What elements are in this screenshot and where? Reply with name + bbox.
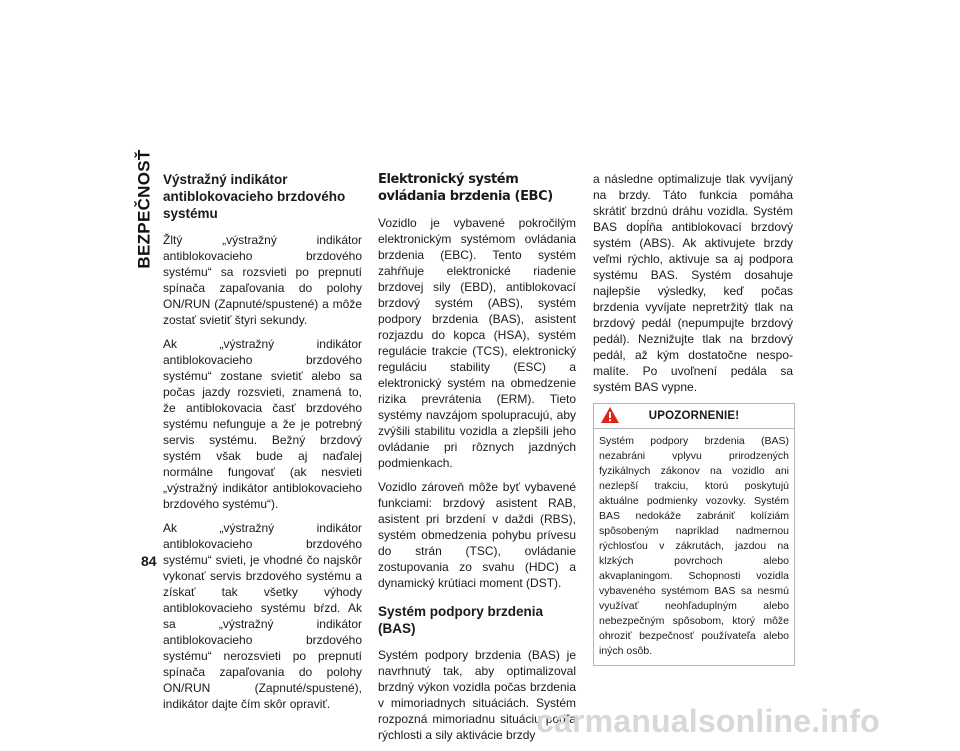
bas-heading: Systém podpory brzdenia (BAS)	[378, 604, 544, 636]
section-tab-label: BEZPEČNOSŤ	[135, 149, 154, 269]
warning-text: Systém podpory brzdenia (BAS) nezabráni vplyvu prirodzených fyzikálnych zákonov na vozidlo ani nezlepší trakciu, ktorú poskytujú aktuálne podmienky vozovky. Systém BAS nedokáže zabrániť kolíziám spôsobeným napríklad nadmernou rýchlosťou v zákrutách, jazdou na klzkých povrchoch alebo akvaplaningom. Schopnosti vozidla vybaveného systémom BAS sa nesmú využívať neohľaduplným alebo nebezpečným spôsobom, ktorý môže ohroziť bezpečnosť používateľa alebo iných osôb.	[594, 428, 794, 665]
column-2	[378, 171, 576, 751]
abs-warning-heading: Výstražný indikátor antiblokovacieho brzdového systému	[163, 172, 346, 221]
warning-title: UPOZORNENIE!	[648, 410, 740, 422]
column-1	[163, 171, 362, 720]
section-tab	[130, 148, 160, 270]
paragraph: Systém podpory brzdenia (BAS) je navrhnutý tak, aby optimalizoval brzdný výkon vozidla počas brzdenia v mimoriadnych situáciách. Systém rozpozná mimoriadnu situáciu podľa rýchlosti a sily aktivácie brzdy	[378, 648, 576, 742]
column-3	[593, 171, 793, 666]
paragraph: Ak „výstražný indikátor antiblokovacieho brzdového systému“ svieti, je vhodné čo najskôr vykonať servis brzdového systému a získať tak všetky výhody antiblokovacieho systému bŕzd. Ak sa „výstražný indikátor antiblokovacieho brzdového systému“ nerozsvieti po prepnutí spínača zapaľovania do polohy ON/RUN (Zapnuté/spustené), indikátor dajte čím skôr opraviť.	[163, 521, 362, 711]
paragraph: Ak „výstražný indikátor antiblokovacieho brzdového systému“ zostane svietiť alebo sa počas jazdy rozsvieti, znamená to, že antiblokovacia časť brzdového systému nefunguje a že je potrebný servis systému. Bežný brzdový systém však bude aj naďalej normálne fungovať (ak nesvieti „výstražný indikátor antiblokovacieho brzdového systému“).	[163, 337, 362, 511]
paragraph: a následne optimalizuje tlak vyvíjaný na brzdy. Táto funkcia pomáha skrátiť brzdnú dráhu vozidla. Systém BAS dopĺňa antiblokovací brzdový systém (ABS). Ak aktivujete brzdy veľmi rýchlo, aktivuje sa aj podpora systému BAS. Systém dosahuje najlepšie výsledky, keď počas brzdenia vyvíjate nepretržitý tlak na brzdový pedál (nepumpujte brzdový pedál). Neznižujte tlak na brzdový pedál, až kým dostatočne nespomalíte. Po uvoľnení pedála sa systém BAS vypne.	[593, 172, 793, 394]
paragraph: Vozidlo je vybavené pokročilým elektronickým systémom ovládania brzdenia (EBC). Tento systém zahŕňuje elektronické riadenie brzdovej sily (EBD), antiblokovací brzdový systém (ABS), systém podpory brzdenia (BAS), asistent rozjazdu do kopca (HSA), systém regulácie trakcie (TCS), elektronický reguláciu stability (ESC) a elektronický systém na obmedzenie rizika prevrátenia (ERM). Tieto systémy navzájom spolupracujú, aby zvýšili stabilitu vozidla a zlepšili jeho ovládanie pri rôznych jazdných podmienkach.	[378, 216, 576, 470]
page-number: 84	[141, 553, 157, 569]
watermark: carmanualsonline.info	[536, 703, 880, 739]
ebc-heading: Elektronický systém ovládania brzdenia (EBC)	[378, 172, 553, 204]
warning-header	[594, 404, 794, 428]
warning-triangle-icon	[600, 406, 620, 424]
paragraph: Vozidlo zároveň môže byť vybavené funkciami: brzdový asistent RAB, asistent pri brzdení v daždi (RBS), systém obmedzenia pohybu prívesu do strán (TSC), ovládanie zostupovania zo svahu (HDC) a dynamický krútiaci moment (DST).	[378, 480, 576, 590]
paragraph: Žltý „výstražný indikátor antiblokovacieho brzdového systému“ sa rozsvieti po prepnutí spínača zapaľovania do polohy ON/RUN (Zapnuté/spustené) a môže zostať svietiť štyri sekundy.	[163, 233, 362, 327]
warning-box	[593, 403, 795, 666]
